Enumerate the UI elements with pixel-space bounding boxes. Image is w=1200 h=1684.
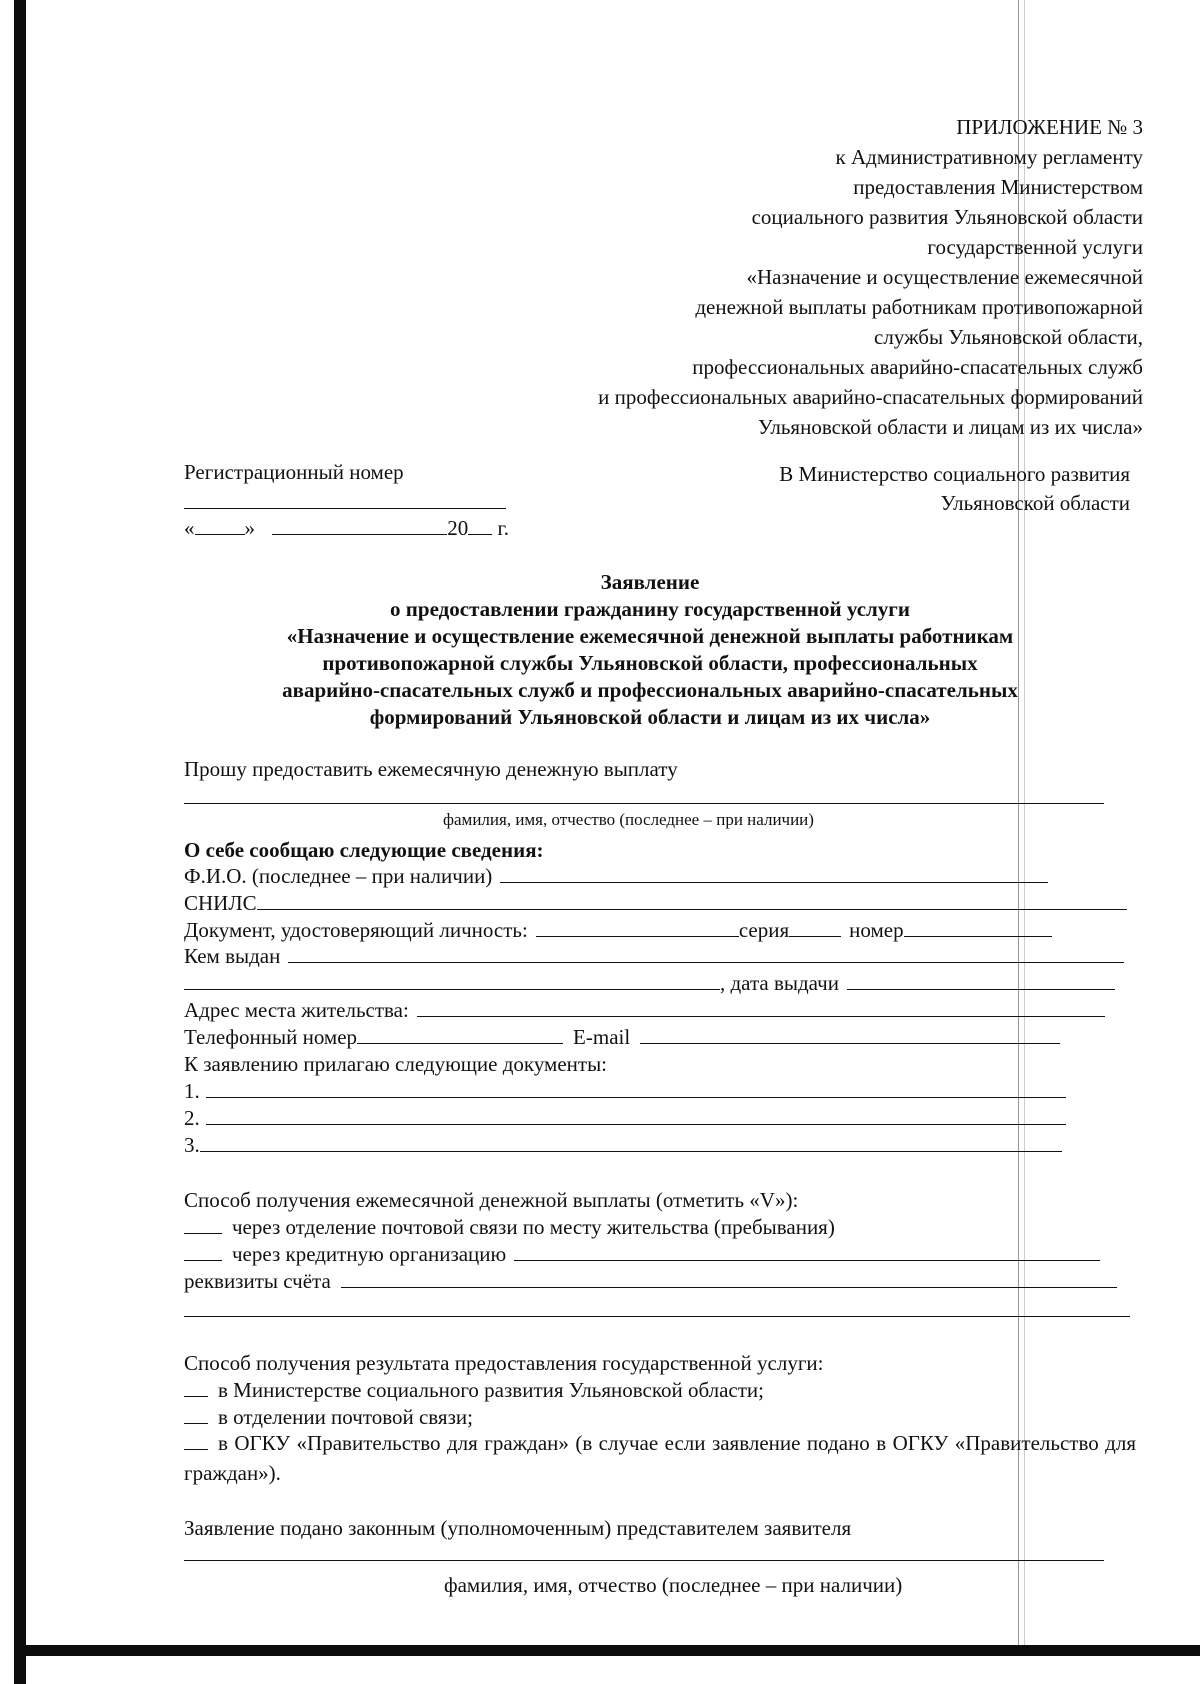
request-text: Прошу предоставить ежемесячную денежную выплату <box>184 757 678 781</box>
snils-field[interactable] <box>257 891 1127 910</box>
identity-document-field[interactable] <box>536 918 739 937</box>
header-line: денежной выплаты работникам противопожарной <box>695 295 1143 319</box>
result-method-heading: Способ получения результата предоставления государственной услуги: <box>184 1351 824 1375</box>
identity-document-label: Документ, удостоверяющий личность: <box>184 918 528 942</box>
account-details-field-continued[interactable] <box>184 1316 1130 1317</box>
title-line: противопожарной службы Ульяновской области, профессиональных <box>322 651 978 675</box>
issue-date-label: , дата выдачи <box>720 971 839 995</box>
phone-field[interactable] <box>357 1025 563 1044</box>
application-title <box>190 569 1110 731</box>
header-line: государственной услуги <box>927 235 1143 259</box>
attachment-number: 3. <box>184 1133 200 1157</box>
recipient-line: Ульяновской области <box>940 491 1130 515</box>
title-line: аварийно-спасательных служб и профессиональных аварийно-спасательных <box>282 678 1018 702</box>
recipient-line: В Министерство социального развития <box>779 462 1130 486</box>
applicant-name-field[interactable] <box>184 803 1104 804</box>
header-line: Ульяновской области и лицам из их числа» <box>757 415 1143 439</box>
registration-number-field[interactable] <box>184 508 506 509</box>
registration-number-label: Регистрационный номер <box>184 460 404 484</box>
header-line: профессиональных аварийно-спасательных служб <box>692 355 1143 379</box>
representative-text: Заявление подано законным (уполномоченным) представителем заявителя <box>184 1516 852 1540</box>
fio-field[interactable] <box>500 864 1048 883</box>
quote-open: « <box>184 516 195 540</box>
scan-left-border <box>14 0 26 1684</box>
issued-by-label: Кем выдан <box>184 944 281 968</box>
phone-label: Телефонный номер <box>184 1025 358 1049</box>
address-field[interactable] <box>417 998 1105 1017</box>
header-line: ПРИЛОЖЕНИЕ № 3 <box>956 115 1143 139</box>
year-field[interactable] <box>468 516 492 535</box>
payment-method-heading: Способ получения ежемесячной денежной выплаты (отметить «V»): <box>184 1188 799 1212</box>
attachment-field-3[interactable] <box>200 1133 1062 1152</box>
payment-post-checkbox[interactable] <box>184 1215 222 1234</box>
result-mfc-row <box>184 1428 1136 1488</box>
title-line: Заявление <box>600 570 700 594</box>
address-label: Адрес места жительства: <box>184 998 409 1022</box>
header-line: службы Ульяновской области, <box>874 325 1143 349</box>
issued-by-field[interactable] <box>288 944 1124 963</box>
fio-label: Ф.И.О. (последнее – при наличии) <box>184 864 493 888</box>
payment-bank-option: через кредитную организацию <box>232 1242 507 1266</box>
bank-name-field[interactable] <box>514 1242 1100 1261</box>
email-field[interactable] <box>640 1025 1060 1044</box>
title-line: формирований Ульяновской области и лицам из их числа» <box>369 705 931 729</box>
header-line: «Назначение и осуществление ежемесячной <box>746 265 1143 289</box>
representative-name-caption: фамилия, имя, отчество (последнее – при наличии) <box>444 1573 903 1597</box>
payment-bank-checkbox[interactable] <box>184 1242 222 1261</box>
representative-name-field[interactable] <box>184 1560 1104 1561</box>
header-line: к Административному регламенту <box>835 145 1143 169</box>
series-field[interactable] <box>789 918 841 937</box>
account-details-field[interactable] <box>341 1269 1117 1288</box>
number-label: номер <box>849 918 904 942</box>
result-post-option: в отделении почтовой связи; <box>218 1405 473 1429</box>
attachment-number: 1. <box>184 1079 200 1103</box>
quote-close: » <box>244 516 255 540</box>
recipient-block <box>779 460 1130 518</box>
title-line: «Назначение и осуществление ежемесячной денежной выплаты работникам <box>286 624 1014 648</box>
year-prefix: 20 <box>447 516 469 540</box>
snils-label: СНИЛС <box>184 891 257 915</box>
result-mfc-option: в ОГКУ «Правительство для граждан» (в случае если заявление подано в ОГКУ «Правительство для граждан»). <box>184 1431 1136 1485</box>
attachment-field-1[interactable] <box>206 1079 1066 1098</box>
applicant-name-caption: фамилия, имя, отчество (последнее – при наличии) <box>443 810 814 829</box>
issued-by-field-continued[interactable] <box>184 971 720 990</box>
attachment-field-2[interactable] <box>206 1106 1066 1125</box>
result-ministry-option: в Министерстве социального развития Ульяновской области; <box>218 1378 764 1402</box>
issue-date-field[interactable] <box>847 971 1115 990</box>
series-label: серия <box>738 918 790 942</box>
scan-bottom-border <box>26 1645 1200 1656</box>
result-mfc-checkbox[interactable] <box>184 1431 208 1450</box>
registration-date <box>184 516 509 541</box>
appendix-header <box>598 112 1143 442</box>
attachment-number: 2. <box>184 1106 200 1130</box>
result-post-checkbox[interactable] <box>184 1405 208 1424</box>
header-line: предоставления Министерством <box>853 175 1143 199</box>
email-label: E-mail <box>573 1025 631 1049</box>
title-line: о предоставлении гражданину государственной услуги <box>390 597 910 621</box>
payment-post-option: через отделение почтовой связи по месту жительства (пребывания) <box>232 1215 835 1239</box>
header-line: социального развития Ульяновской области <box>751 205 1143 229</box>
header-line: и профессиональных аварийно-спасательных формирований <box>598 385 1143 409</box>
number-field[interactable] <box>904 918 1052 937</box>
day-field[interactable] <box>195 516 245 535</box>
year-suffix: г. <box>497 516 509 540</box>
result-ministry-checkbox[interactable] <box>184 1378 208 1397</box>
account-details-label: реквизиты счёта <box>184 1269 331 1293</box>
info-heading: О себе сообщаю следующие сведения: <box>184 838 544 862</box>
month-field[interactable] <box>272 516 447 535</box>
attachments-heading: К заявлению прилагаю следующие документы: <box>184 1052 608 1076</box>
